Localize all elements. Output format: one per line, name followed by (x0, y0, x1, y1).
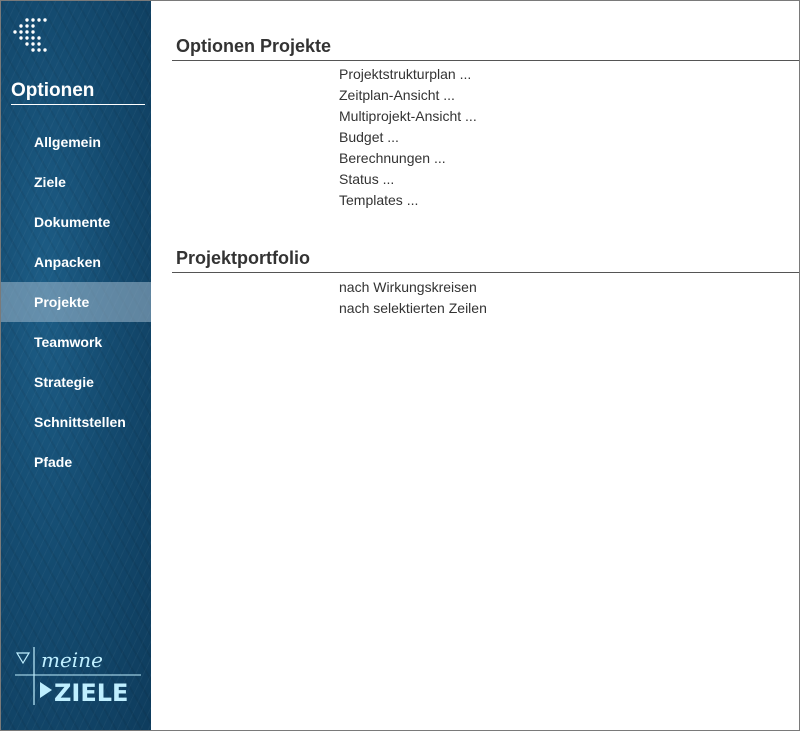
section-divider (172, 272, 799, 273)
triangle-right-icon (40, 682, 52, 698)
sidebar-item-dokumente[interactable]: Dokumente (34, 214, 111, 230)
sidebar (1, 1, 151, 730)
link-projektstrukturplan[interactable]: Projektstrukturplan ... (339, 66, 472, 82)
sidebar-item-projekte[interactable]: Projekte (1, 282, 151, 322)
main-content (151, 1, 799, 730)
sidebar-item-allgemein[interactable]: Allgemein (34, 134, 101, 150)
triangle-down-icon (17, 653, 29, 663)
sidebar-item-schnittstellen[interactable]: Schnittstellen (34, 414, 126, 430)
brand-line1: meine (41, 648, 103, 672)
options-links-list (339, 64, 477, 211)
brand-line2: ZIELE (54, 679, 129, 707)
link-status[interactable]: Status ... (339, 171, 395, 187)
sidebar-nav (1, 122, 151, 482)
link-berechnungen[interactable]: Berechnungen ... (339, 150, 446, 166)
link-zeitplan-ansicht[interactable]: Zeitplan-Ansicht ... (339, 87, 455, 103)
sidebar-item-anpacken[interactable]: Anpacken (34, 254, 101, 270)
sidebar-item-pfade[interactable]: Pfade (34, 454, 73, 470)
sidebar-item-teamwork[interactable]: Teamwork (34, 334, 103, 350)
sidebar-item-strategie[interactable]: Strategie (34, 374, 94, 390)
link-nach-selektierten-zeilen[interactable]: nach selektierten Zeilen (339, 300, 487, 316)
section-title-optionen-projekte: Optionen Projekte (176, 36, 332, 56)
portfolio-links-list (339, 277, 487, 319)
section-divider (172, 60, 799, 61)
section-title-projektportfolio: Projektportfolio (176, 248, 310, 268)
link-nach-wirkungskreisen[interactable]: nach Wirkungskreisen (339, 279, 477, 295)
sidebar-item-ziele[interactable]: Ziele (34, 174, 66, 190)
dots-logo-icon (13, 17, 53, 57)
meine-ziele-logo (15, 645, 141, 707)
link-budget[interactable]: Budget ... (339, 129, 399, 145)
link-templates[interactable]: Templates ... (339, 192, 419, 208)
link-multiprojekt-ansicht[interactable]: Multiprojekt-Ansicht ... (339, 108, 477, 124)
sidebar-title: Optionen (11, 79, 145, 105)
